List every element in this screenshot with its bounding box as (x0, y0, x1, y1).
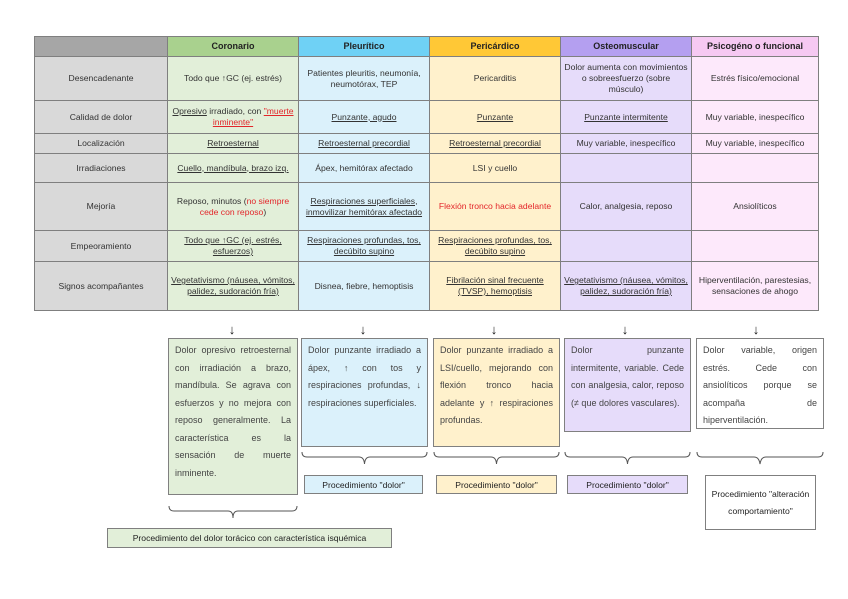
empeoramiento-pericardico-text: Respiraciones profundas, tos, decúbito supino (438, 235, 552, 256)
empeoramiento-coronario-text: Todo que ↑GC (ej. estrés, esfuerzos) (184, 235, 282, 256)
row-label-mejoria: Mejoría (35, 183, 168, 231)
cell-desencadenante-coronario: Todo que ↑GC (ej. estrés) (168, 57, 299, 101)
header-pleuritico: Pleurítico (299, 37, 430, 57)
mejoria-pleuritico-text: Respiraciones superficiales, inmovilizar hemitórax afectado (305, 195, 423, 217)
mejoria-reposo-text: Reposo, minutos ( (176, 195, 247, 206)
localizacion-pericardico-text: Retroesternal precordial (449, 138, 541, 148)
brace-pleuritico (301, 451, 428, 465)
cell-desencadenante-psicogeno: Estrés físico/emocional (692, 57, 819, 101)
cell-mejoria-pericardico (430, 183, 561, 231)
row-label-signos: Signos acompañantes (35, 262, 168, 311)
localizacion-pleuritico-text: Retroesternal precordial (318, 138, 410, 148)
empeoramiento-pleuritico-text: Respiraciones profundas, tos, decúbito supino (307, 235, 421, 256)
calidad-pericardico-text: Punzante (476, 111, 514, 122)
row-label-calidad: Calidad de dolor (35, 101, 168, 134)
arrow-down-icon: ↓ (228, 322, 236, 337)
arrow-down-icon: ↓ (752, 322, 760, 337)
cell-empeoramiento-coronario (168, 231, 299, 262)
cell-mejoria-psicogeno: Ansiolíticos (692, 183, 819, 231)
calidad-osteomuscular-text: Punzante intermitente (584, 111, 668, 122)
calidad-irradiado-text: irradiado, con (206, 106, 264, 116)
procedure-psicogeno: Procedimiento "alteración comportamiento" (705, 475, 816, 530)
description-osteomuscular: Dolor punzante intermitente, variable. Cede con analgesia, calor, reposo (≠ que dolores vasculares). (564, 338, 691, 432)
procedure-pericardico: Procedimiento "dolor" (436, 475, 557, 494)
localizacion-coronario-text: Retroesternal (207, 138, 259, 148)
cell-calidad-osteomuscular (561, 101, 692, 134)
signos-pericardico-text: Fibrilación sinal frecuente (TVSP), hemoptisis (446, 275, 544, 296)
header-coronario: Coronario (168, 37, 299, 57)
cell-irradiaciones-pleuritico: Ápex, hemitórax afectado (299, 154, 430, 183)
mejoria-no-siempre-text: no siempre cede con reposo (199, 195, 290, 217)
cell-mejoria-osteomuscular: Calor, analgesia, reposo (561, 183, 692, 231)
row-label-empeoramiento: Empeoramiento (35, 231, 168, 262)
cell-calidad-psicogeno: Muy variable, inespecífico (692, 101, 819, 134)
cell-localizacion-pericardico (430, 134, 561, 154)
procedure-pleuritico: Procedimiento "dolor" (304, 475, 423, 494)
cell-empeoramiento-psicogeno (692, 231, 819, 262)
brace-osteomuscular (564, 451, 691, 465)
cell-empeoramiento-pleuritico (299, 231, 430, 262)
arrow-down-icon: ↓ (490, 322, 498, 337)
row-label-localizacion: Localización (35, 134, 168, 154)
brace-psicogeno (696, 451, 824, 465)
description-pericardico: Dolor punzante irradiado a LSI/cuello, mejorando con flexión tronco hacia adelante y ↑ respiraciones profundas. (433, 338, 560, 447)
cell-mejoria-coronario (168, 183, 299, 231)
cell-desencadenante-pericardico: Pericarditis (430, 57, 561, 101)
cell-irradiaciones-psicogeno (692, 154, 819, 183)
mejoria-pericardico-text: Flexión tronco hacia adelante (438, 201, 552, 211)
procedure-osteomuscular: Procedimiento "dolor" (567, 475, 688, 494)
cell-localizacion-psicogeno: Muy variable, inespecífico (692, 134, 819, 154)
cell-calidad-pericardico (430, 101, 561, 134)
cell-irradiaciones-osteomuscular (561, 154, 692, 183)
cell-desencadenante-osteomuscular: Dolor aumenta con movimientos o sobreesfuerzo (sobre músculo) (561, 57, 692, 101)
cell-empeoramiento-osteomuscular (561, 231, 692, 262)
cell-empeoramiento-pericardico (430, 231, 561, 262)
cell-signos-psicogeno: Hiperventilación, parestesias, sensaciones de ahogo (692, 262, 819, 311)
header-osteomuscular: Osteomuscular (561, 37, 692, 57)
mejoria-close-text: ) (263, 206, 267, 217)
brace-coronario (168, 505, 298, 519)
signos-osteomuscular-text: Vegetativismo (náusea, vómitos, palidez, sudoración fría) (564, 275, 688, 296)
calidad-pleuritico-text: Punzante, agudo (331, 111, 397, 122)
cell-calidad-coronario (168, 101, 299, 134)
row-label-desencadenante: Desencadenante (35, 57, 168, 101)
irradiaciones-coronario-text: Cuello, mandíbula, brazo izq. (177, 162, 289, 173)
cell-desencadenante-pleuritico: Patientes pleuritis, neumonía, neumotórax, TEP (299, 57, 430, 101)
cell-signos-pericardico (430, 262, 561, 311)
cell-signos-osteomuscular (561, 262, 692, 311)
cell-signos-pleuritico: Disnea, fiebre, hemoptisis (299, 262, 430, 311)
description-pleuritico: Dolor punzante irradiado a ápex, ↑ con tos y respiraciones profundas, ↓ respiraciones superficiales. (301, 338, 428, 447)
arrow-down-icon: ↓ (359, 322, 367, 337)
header-pericardico: Pericárdico (430, 37, 561, 57)
calidad-muerte-text: "muerte inminente" (212, 106, 294, 127)
calidad-opresivo-text: Opresivo (172, 106, 207, 116)
cell-localizacion-coronario (168, 134, 299, 154)
cell-localizacion-pleuritico (299, 134, 430, 154)
chest-pain-comparison-table (34, 36, 819, 311)
table-corner (35, 37, 168, 57)
description-coronario: Dolor opresivo retroesternal con irradiación a brazo, mandíbula. Se agrava con esfuerzos y no mejora con reposo generalmente. La característica es la sensación de muerte inminente. (168, 338, 298, 495)
description-psicogeno: Dolor variable, origen estrés. Cede con ansiolíticos porque se acompaña de hiperventilación. (696, 338, 824, 429)
arrow-down-icon: ↓ (621, 322, 629, 337)
cell-irradiaciones-coronario (168, 154, 299, 183)
cell-localizacion-osteomuscular: Muy variable, inespecífico (561, 134, 692, 154)
cell-mejoria-pleuritico (299, 183, 430, 231)
brace-pericardico (433, 451, 560, 465)
cell-irradiaciones-pericardico: LSI y cuello (430, 154, 561, 183)
row-label-irradiaciones: Irradiaciones (35, 154, 168, 183)
procedure-coronario: Procedimiento del dolor torácico con característica isquémica (107, 528, 392, 548)
cell-signos-coronario (168, 262, 299, 311)
cell-calidad-pleuritico (299, 101, 430, 134)
header-psicogeno: Psicogéno o funcional (692, 37, 819, 57)
signos-coronario-text: Vegetativismo (náusea, vómitos, palidez, sudoración fría) (171, 275, 295, 296)
